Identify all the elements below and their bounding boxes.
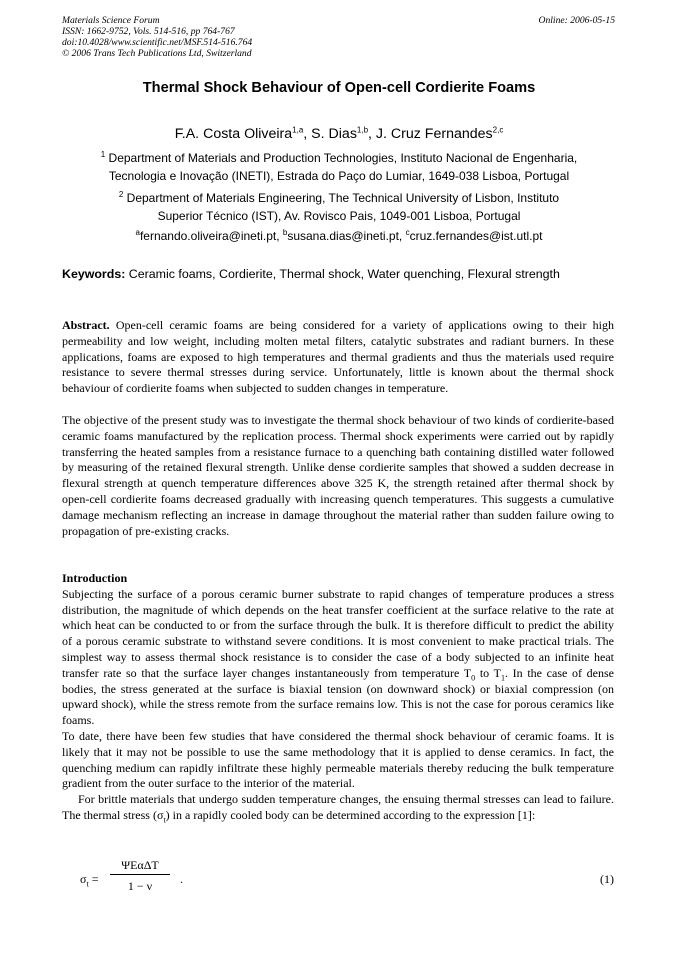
author-3: , J. Cruz Fernandes [368, 126, 493, 142]
author-2-affil: 1,b [356, 125, 369, 135]
paper-title: Thermal Shock Behaviour of Open-cell Cordierite Foams [142, 80, 536, 96]
intro-paragraph-2: To date, there have been few studies that have considered the thermal shock behaviour of ceramic foams. It is likely that it may not be possible to use the same methodology that it is applied to dense ceramics. In fact, the quenching medium can rapidly infiltrate these highly permeable materials thereby reducing the bulk temperature gradient from the outer surface to the interior of the material. [62, 728, 614, 791]
intro-p1-part-c: . In the case of dense bodies, the stress generated at the surface is biaxial tension (on downward shock) or biaxial compression (on upward shock), while the stress remote from the surface remains low. This is not the case for porous ceramics like foams. [62, 665, 615, 728]
subscript-t: t [163, 815, 166, 825]
intro-p3-part-b: ) in a rapidly cooled body can be determined according to the expression [1]: [165, 807, 536, 822]
affiliation-1 [62, 150, 616, 185]
affiliation-2-line-2: Superior Técnico (IST), Av. Rovisco Pais, 1049-001 Lisboa, Portugal [157, 208, 521, 223]
equation-denominator: 1 − ν [127, 879, 153, 893]
abstract-text: Open-cell ceramic foams are being considered for a variety of applications owing to their high permeability and low weight, including molten metal filters, catalytic substrates and radiant burners. In these applications, foams are exposed to high temperatures and thermal gradients and thus the materials used require resistance to severe thermal stresses during service. Unfortunately, little is known about the thermal shock behaviour of cordierite foams when subjected to sudden changes in temperature. [62, 318, 614, 396]
email-list [62, 229, 616, 243]
affiliation-1-line-1: Department of Materials and Production Technologies, Instituto Nacional de Engenharia, [105, 151, 578, 165]
author-3-affil: 2,c [492, 125, 504, 135]
affiliation-1-line-2: Tecnologia e Inovação (INETI), Estrada do Paço do Lumiar, 1649-038 Lisboa, Portugal [108, 168, 570, 183]
intro-p3-part-a: For brittle materials that undergo sudden temperature changes, the ensuing thermal stresses can lead to failure. The thermal stress (σ [62, 792, 614, 822]
email-a-mark: a [135, 228, 140, 237]
equation-lhs [80, 872, 98, 887]
email-c-mark: c [405, 228, 410, 237]
copyright-line: © 2006 Trans Tech Publications Ltd, Switzerland [62, 48, 252, 59]
email-b[interactable]: susana.dias@ineti.pt, [287, 229, 406, 243]
keywords [62, 266, 568, 283]
objective-paragraph: The objective of the present study was to investigate the thermal shock behaviour of two kinds of cordierite-based ceramic foams manufactured by the replication process. Thermal shock experiments were carried out by rapidly transferring the heated samples from a resistance furnace to a quenching bath containing distilled water followed by measuring of the retained flexural strength. Unlike dense cordierite samples that showed a sudden decrease in flexural strength at quench temperature differences above 325 K, the strength retained after thermal shock by open-cell cordierite foams decreased gradually with increasing quench temperatures. This suggests a cumulative damage mechanism reflecting an increase in damage throughout the material rather than sudden failure owing to propagation of pre-existing cracks. [62, 413, 614, 538]
affiliation-2-mark: 2 [118, 190, 124, 199]
doi-line: doi:10.4028/www.scientific.net/MSF.514-516.764 [62, 37, 253, 48]
introduction-section [62, 571, 614, 824]
intro-p1-part-a: Subjecting the surface of a porous ceramic burner substrate to rapid changes of temperature produces a stress distribution, the magnitude of which depends on the heat transfer coefficient at the surface relative to the rate at which heat can be conducted to or from the surface through the bulk. It is therefore difficult to predict the ability of a porous ceramic substrate to withstand severe conditions. It is most convenient to make practical trials. The simplest way to assess thermal shock resistance is to consider the case of a body subjected to an infinite heat transfer rate so that the surface layer changes instantaneously from temperature T [62, 586, 614, 680]
introduction-heading: Introduction [62, 571, 128, 585]
abstract [62, 318, 614, 397]
abstract-objective [62, 413, 614, 539]
online-date: Online: 2006-05-15 [538, 15, 615, 26]
author-list [62, 126, 616, 142]
keywords-label: Keywords: [62, 267, 126, 281]
subscript-0: 0 [471, 673, 476, 683]
affiliation-1-mark: 1 [100, 150, 106, 159]
sigma-symbol: σ [80, 872, 87, 886]
equation-period: . [180, 872, 183, 886]
email-b-mark: b [282, 228, 288, 237]
intro-paragraph-3 [62, 792, 614, 824]
email-c[interactable]: cruz.fernandes@ist.utl.pt [409, 229, 543, 243]
equals-sign: = [88, 872, 99, 886]
affiliation-2-line-1: Department of Materials Engineering, The Technical University of Lisbon, Instituto [123, 191, 560, 205]
author-1: F.A. Costa Oliveira [174, 126, 293, 142]
journal-header [62, 15, 252, 59]
equation-1 [80, 858, 614, 898]
issn-line: ISSN: 1662-9752, Vols. 514-516, pp 764-767 [62, 26, 235, 37]
author-2: , S. Dias [303, 126, 357, 142]
abstract-label: Abstract. [62, 318, 110, 332]
affiliation-2 [62, 190, 616, 225]
fraction-bar [110, 874, 170, 875]
author-1-affil: 1,a [292, 125, 304, 135]
intro-paragraph-1 [62, 587, 614, 729]
sigma-subscript: t [86, 879, 89, 889]
equation-number: (1) [600, 872, 614, 886]
intro-p1-part-b: to T [475, 665, 501, 680]
journal-name: Materials Science Forum [62, 15, 160, 26]
keywords-text: Ceramic foams, Cordierite, Thermal shock, Water quenching, Flexural strength [125, 267, 560, 281]
equation-numerator: ΨEαΔT [121, 858, 159, 872]
email-a[interactable]: fernando.oliveira@ineti.pt, [139, 229, 283, 243]
subscript-1: 1 [500, 673, 505, 683]
